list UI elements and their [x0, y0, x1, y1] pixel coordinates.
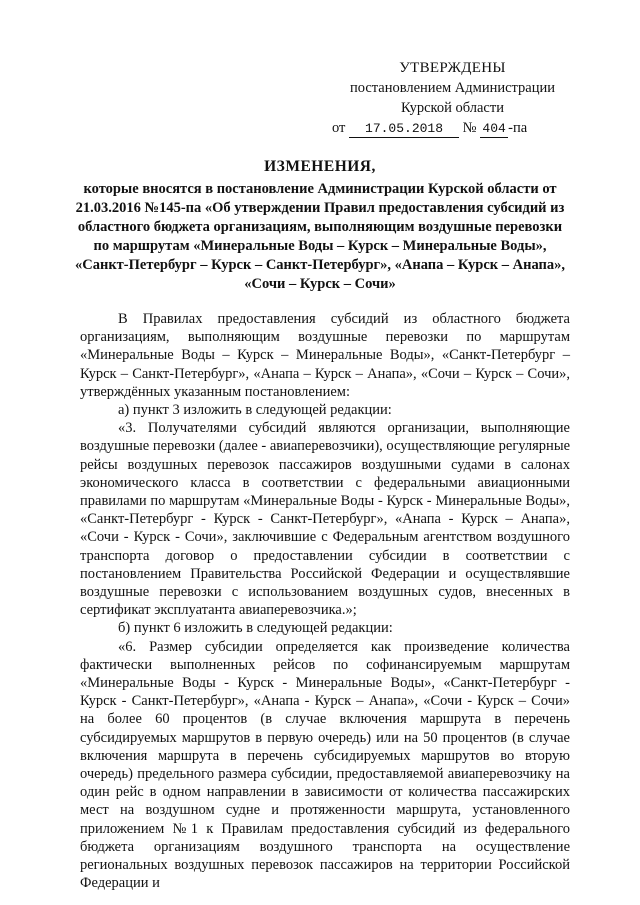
heading-title: ИЗМЕНЕНИЯ,	[264, 158, 376, 175]
item-a-paragraph: а) пункт 3 изложить в следующей редакции:	[118, 402, 392, 419]
intro-paragraph: В Правилах предоставления субсидий из областного бюджета организациям, выполняющим воздушные перевозки по маршрутам «Минеральные Воды – Курск – Минеральные Воды», «Санкт-Петербург – Курск – Санкт-Петербург», «Анапа – Курск – Анапа», «Сочи – Курск – Сочи», утверждённых указанным постановлением:	[80, 311, 570, 400]
point-3-paragraph: «3. Получателями субсидий являются организации, выполняющие воздушные перевозки (далее - авиаперевозчики), осуществляющие регулярные рейсы воздушных перевозок пассажиров воздушными судами в салонах экономического класса в соответствии с федеральными авиационными правилами по маршрутам «Минеральные Воды - Курск - Минеральные Воды», «Санкт-Петербург - Курск - Санкт-Петербург», «Анапа - Курск – Анапа», «Сочи - Курск - Сочи», заключившие с Федеральным агентством воздушного транспорта договор о предоставлении субсидии в соответствии с постановлением Правительства Российской Федерации и осуществлявшие воздушные перевозки с использованием воздушных судов, внесенных в сертификат эксплуатанта авиаперевозчика.»;	[80, 420, 570, 619]
number-label: №	[462, 120, 477, 136]
approval-block	[330, 58, 575, 138]
number-suffix: -па	[508, 120, 528, 136]
approval-line-1: постановлением Администрации	[349, 80, 556, 96]
approval-date-number-line	[330, 118, 575, 138]
from-label: от	[332, 120, 346, 136]
document-heading	[70, 157, 570, 294]
heading-text: которые вносятся в постановление Администрации Курской области от 21.03.2016 №145-па «Об утверждении Правил предоставления субсидий из областного бюджета организациям, выполняющим воздушные перевозки по маршрутам «Минеральные Воды – Курск – Минеральные Воды», «Санкт-Петербург – Курск – Санкт-Петербург», «Анапа – Курск – Анапа», «Сочи – Курск – Сочи»	[75, 181, 565, 292]
point-6-paragraph: «6. Размер субсидии определяется как произведение количества фактически выполненных рейсов по софинансируемым маршрутам «Минеральные Воды - Курск - Минеральные Воды», «Санкт-Петербург - Курск - Санкт-Петербург», «Анапа - Курск – Анапа», «Сочи - Курск – Сочи» на более 60 процентов (в случае включения маршрута в перечень субсидируемых маршрутов в первую очередь) или на 50 процентов (в случае включения маршрута в перечень субсидируемых маршрутов во вторую очередь) предельного размера субсидии, предоставляемой авиаперевозчику на один рейс в одном направлении в зависимости от количества пассажирских мест на воздушном судне и протяженности маршрута, установленного приложением №1 к Правилам предоставления субсидий из федерального бюджета организациям воздушного транспорта на осуществление региональных воздушных перевозок пассажиров на территории Российской Федерации и	[80, 638, 570, 892]
approval-line-2: Курской области	[401, 100, 504, 116]
item-b-paragraph: б) пункт 6 изложить в следующей редакции:	[118, 620, 393, 637]
document-body	[80, 310, 570, 893]
approval-title: УТВЕРЖДЕНЫ	[399, 60, 506, 76]
approval-number: 404	[480, 121, 508, 138]
approval-date: 17.05.2018	[349, 121, 459, 138]
